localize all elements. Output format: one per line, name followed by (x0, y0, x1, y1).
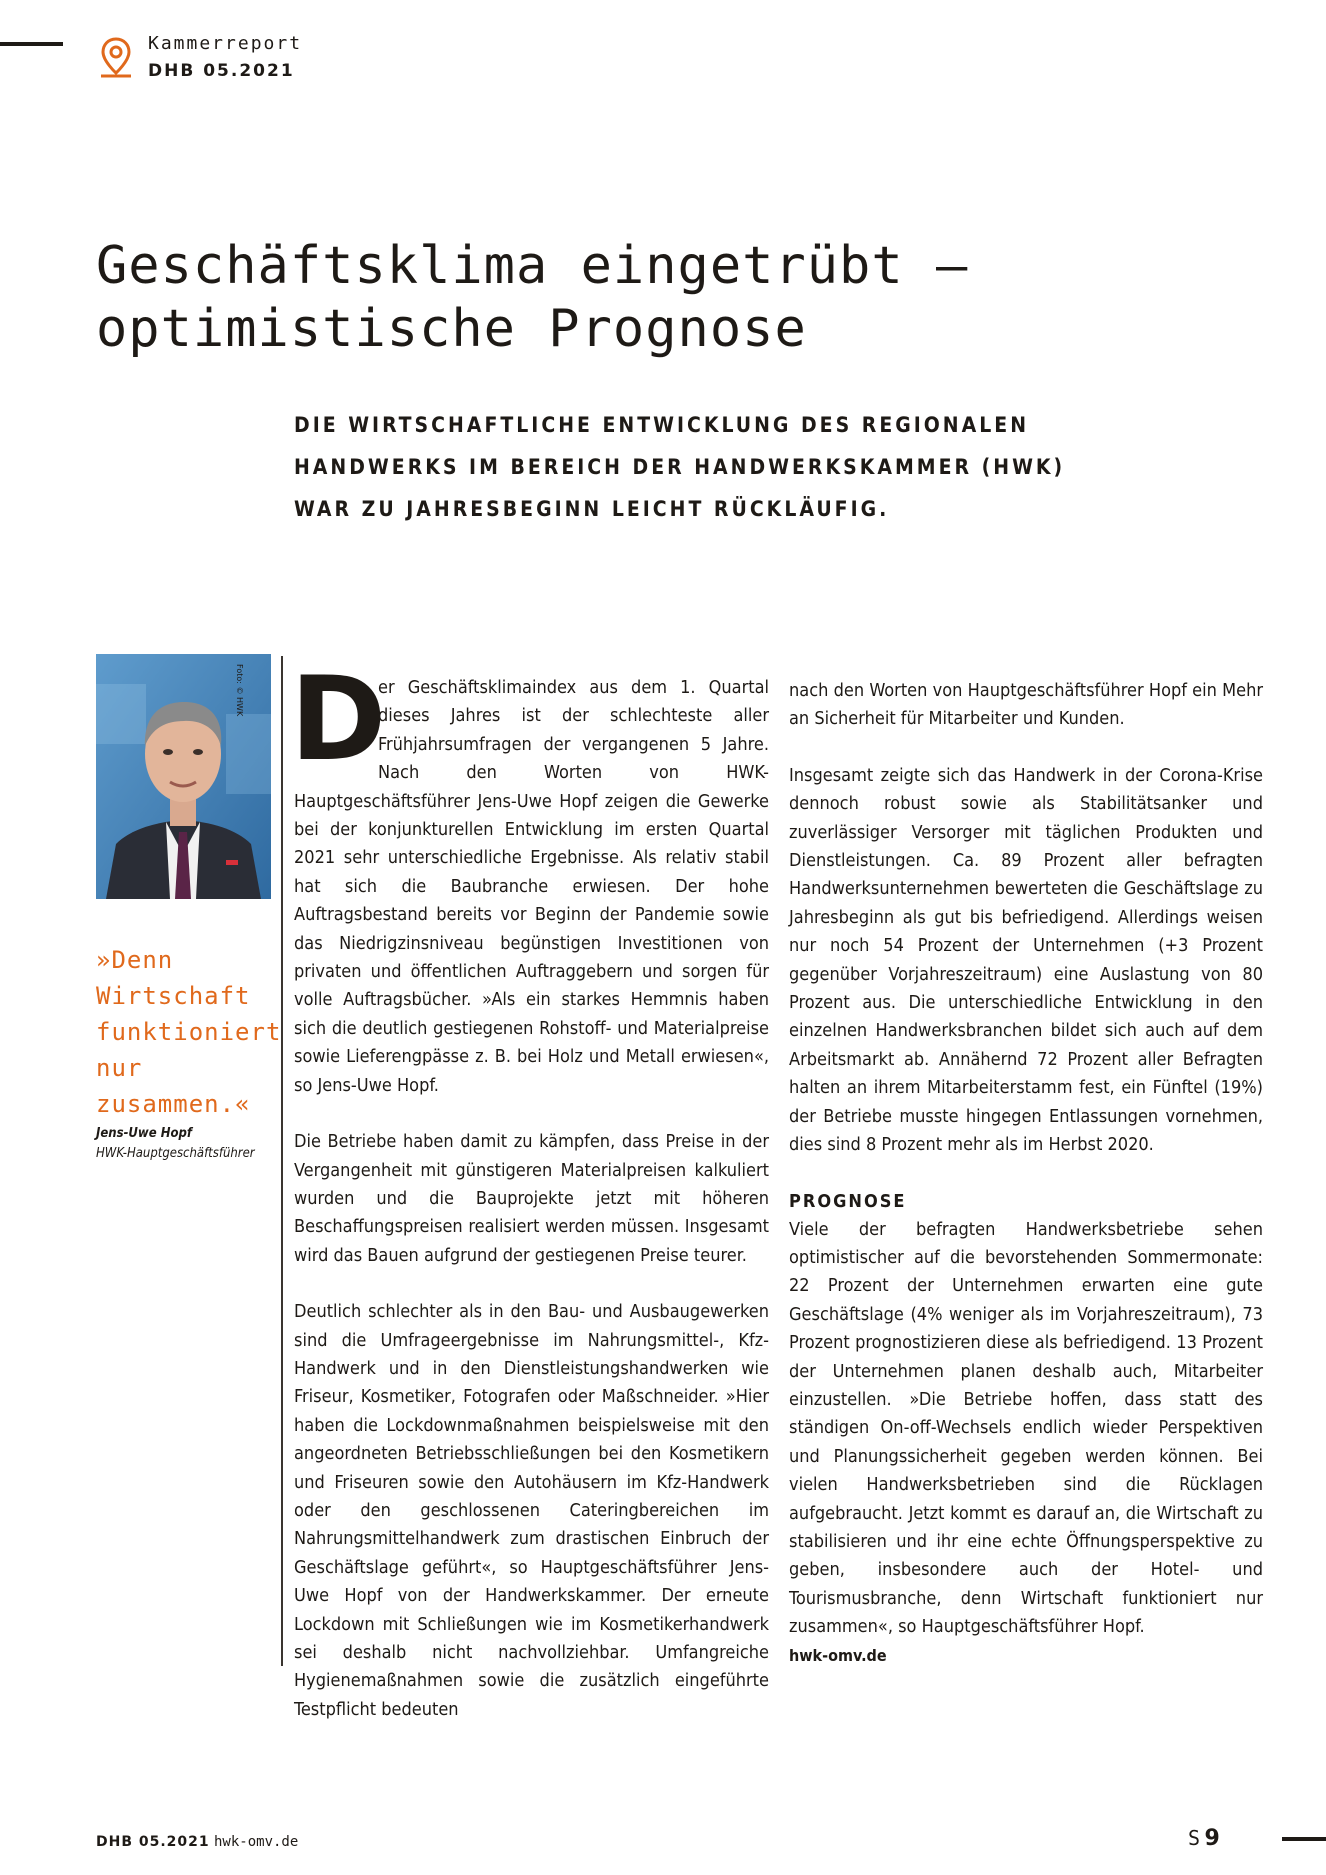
title-line-2: optimistische Prognose (96, 299, 807, 359)
quote-name: Jens-Uwe Hopf (96, 1126, 193, 1141)
page-number: 9 (1204, 1826, 1220, 1851)
section-heading-prognose: PROGNOSE (789, 1190, 907, 1212)
quote-attribution (96, 1124, 276, 1164)
footer-issue: DHB 05.2021 (96, 1834, 210, 1850)
column-divider (281, 656, 283, 1666)
footer-url[interactable]: hwk-omv.de (214, 1834, 299, 1850)
pull-quote: »Denn Wirtschaft funktioniert nur zusammen.« (96, 946, 282, 1118)
article-lead (294, 404, 1065, 530)
col1-paragraph-3: Deutlich schlechter als in den Bau- und Ausbaugewerken sind die Umfrageergebnisse im Nahrungsmittel-, Kfz-Handwerk und in den Dienstleistungshandwerken wie Friseur, Kosmetiker, Fotografen oder Maßschneider. »Hier haben die Lockdownmaßnahmen beispielsweise mit den angeordneten Betriebsschließungen bei den Kosmetikern und Friseuren sowie den Autohäusern im Kfz-Handwerk oder den geschlossenen Cateringbereichen im Nahrungsmittelhandwerk zum drastischen Einbruch der Geschäftslage geführt«, so Hauptgeschäftsführer Jens-Uwe Hopf von der Handwerkskammer. Der erneute Lockdown mit Schließungen wie im Kosmetikerhandwerk sei deshalb nicht nachvollziehbar. Umfangreiche Hygienemaßnahmen sowie die zusätzlich eingeführte Testpflicht bedeuten (294, 1301, 769, 1720)
author-photo (96, 654, 271, 899)
source-link[interactable]: hwk-omv.de (789, 1645, 887, 1665)
lead-line-3: WAR ZU JAHRESBEGINN LEICHT RÜCKLÄUFIG. (294, 497, 890, 521)
drop-cap: D (290, 652, 387, 787)
page-number-area (1188, 1826, 1220, 1851)
page-title (96, 235, 968, 361)
article-column-1 (290, 652, 769, 1724)
quote-role: HWK-Hauptgeschäftsführer (96, 1146, 255, 1161)
location-pin-icon (98, 36, 134, 80)
col2-paragraph-2: Insgesamt zeigte sich das Handwerk in der Corona-Krise dennoch robust sowie als Stabilitätsanker und zuverlässiger Versorger mit täglichen Produkten und Dienstleistungen. Ca. 89 Prozent aller befragten Handwerksunternehmen bewerteten die Geschäftslage zu Jahresbeginn als gut bis befriedigend. Allerdings weisen nur noch 54 Prozent der Unternehmen (+3 Prozent gegenüber Vorjahreszeitraum) eine Auslastung von 80 Prozent aus. Die unterschiedliche Entwicklung in den einzelnen Handwerksbranchen bildet sich auch auf dem Arbeitsmarkt ab. Annähernd 72 Prozent aller Befragten halten an ihrem Mitarbeiterstamm fest, ein Fünftel (19%) der Betriebe musste hingegen Entlassungen vornehmen, dies sind 8 Prozent mehr als im Herbst 2020. (789, 764, 1263, 1156)
footer-rule (1282, 1837, 1326, 1841)
col2-paragraph-1: nach den Worten von Hauptgeschäftsführer Hopf ein Mehr an Sicherheit für Mitarbeiter und Kunden. (789, 680, 1263, 730)
header-issue: DHB 05.2021 (148, 61, 295, 81)
lead-line-1: DIE WIRTSCHAFTLICHE ENTWICKLUNG DES REGIONALEN (294, 413, 1030, 437)
article-column-2 (789, 677, 1263, 1670)
photo-credit: Foto: © HWK (235, 664, 244, 717)
title-line-1: Geschäftsklima eingetrübt – (96, 236, 969, 296)
col1-paragraph-2: Die Betriebe haben damit zu kämpfen, dass Preise in der Vergangenheit mit günstigeren Materialpreisen kalkuliert wurden und die Bauprojekte jetzt mit höheren Beschaffungspreisen realisiert werden müssen. Insgesamt wird das Bauen aufgrund der gestiegenen Preise teurer. (294, 1131, 769, 1266)
col1-paragraph-1: D er Geschäftsklimaindex aus dem 1. Quartal dieses Jahres ist der schlechteste aller Frühjahrsumfragen der vergangenen 5 Jahre. Nach den Worten von HWK-Hauptgeschäftsführer Jens-Uwe Hopf zeigen die Gewerke bei der konjunkturellen Entwicklung im ersten Quartal 2021 sehr unterschiedliche Ergebnisse. Als relativ stabil hat sich die Baubranche erwiesen. Der hohe Auftragsbestand bereits vor Beginn der Pandemie sowie das Niedrigzinsniveau begünstigen Investitionen von privaten und öffentlichen Auftraggebern und sorgen für volle Auftragsbücher. »Als ein starkes Hemmnis haben sich die deutlich gestiegenen Rohstoff- und Materialpreise sowie Lieferengpässe z. B. bei Holz und Metall erwiesen«, so Jens-Uwe Hopf. (290, 652, 769, 1096)
col2-paragraph-3: Viele der befragten Handwerksbetriebe sehen optimistischer auf die bevorstehenden Sommermonate: 22 Prozent der Unternehmen erwarten eine gute Geschäftslage (4% weniger als im Vorjahreszeitraum), 73 Prozent prognostizieren diese als befriedigend. 13 Prozent der Unternehmen planen deshalb auch, Mitarbeiter einzustellen. »Die Betriebe hoffen, dass statt des ständigen On-off-Wechsels endlich wieder Perspektiven und Planungssicherheit gegeben werden können. Bei vielen Handwerksbetrieben sind die Rücklagen aufgebraucht. Jetzt kommt es darauf an, die Wirtschaft zu stabilisieren und ihr eine echte Öffnungsperspektive zu geben, insbesondere auch der Hotel- und Tourismusbranche, denn Wirtschaft funktioniert nur zusammen«, so Hauptgeschäftsführer Hopf. (789, 1218, 1263, 1638)
header-section: Kammerreport (148, 33, 303, 54)
header-rule (0, 42, 63, 46)
page-prefix: S (1188, 1826, 1201, 1850)
lead-line-2: HANDWERKS IM BEREICH DER HANDWERKSKAMMER (HWK) (294, 455, 1066, 479)
